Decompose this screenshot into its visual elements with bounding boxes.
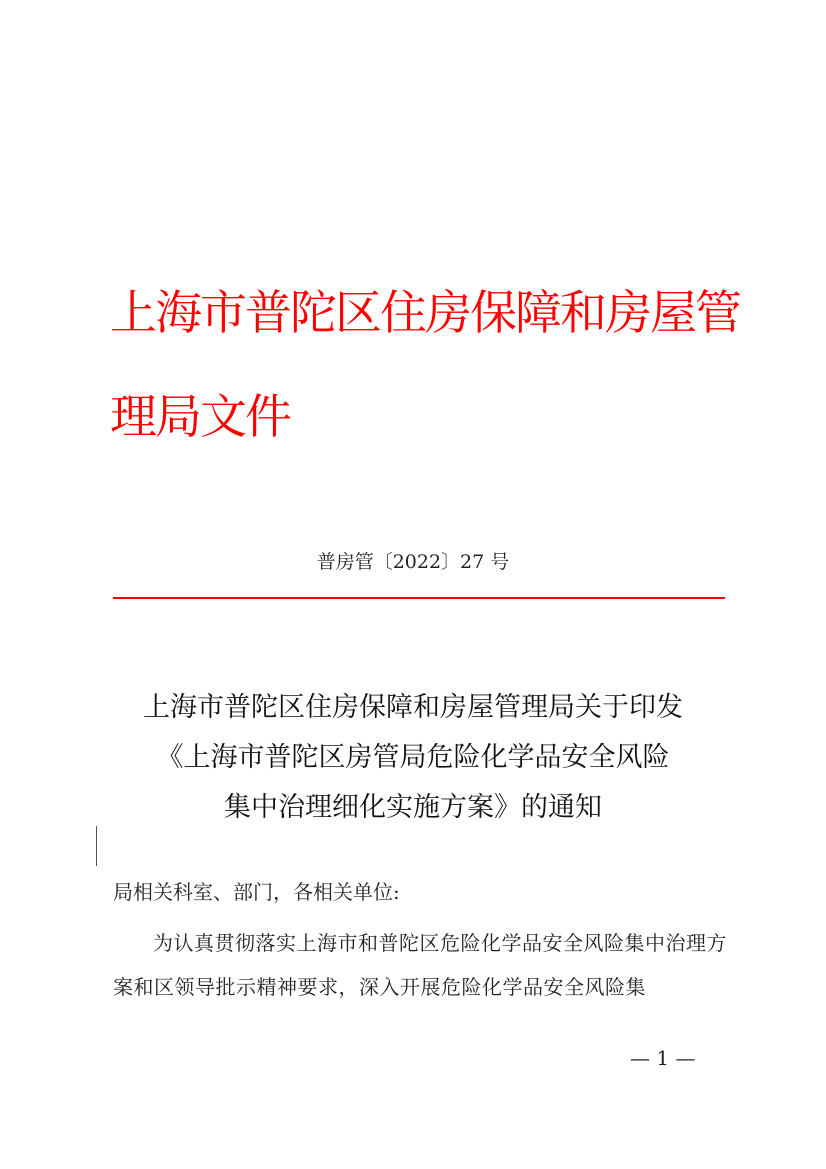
notice-title bbox=[100, 683, 726, 833]
notice-title-line-3: 集中治理细化实施方案》的通知 bbox=[224, 792, 602, 823]
notice-title-line-1: 上海市普陀区住房保障和房屋管理局关于印发 bbox=[143, 692, 683, 723]
document-number: 普房管〔2022〕27 号 bbox=[316, 551, 510, 573]
page-number: — 1 — bbox=[630, 1046, 696, 1070]
body-paragraph: 为认真贯彻落实上海市和普陀区危险化学品安全风险集中治理方案和区领导批示精神要求，深入开展危险化学品安全风险集 bbox=[113, 931, 727, 999]
red-separator-line bbox=[113, 597, 725, 599]
issuer-header: 上海市普陀区住房保障和房屋管理局文件 bbox=[110, 286, 740, 445]
margin-mark bbox=[96, 826, 97, 866]
salutation: 局相关科室、部门，各相关单位: bbox=[113, 880, 400, 904]
notice-title-line-2: 《上海市普陀区房管局危险化学品安全风险 bbox=[156, 742, 670, 773]
